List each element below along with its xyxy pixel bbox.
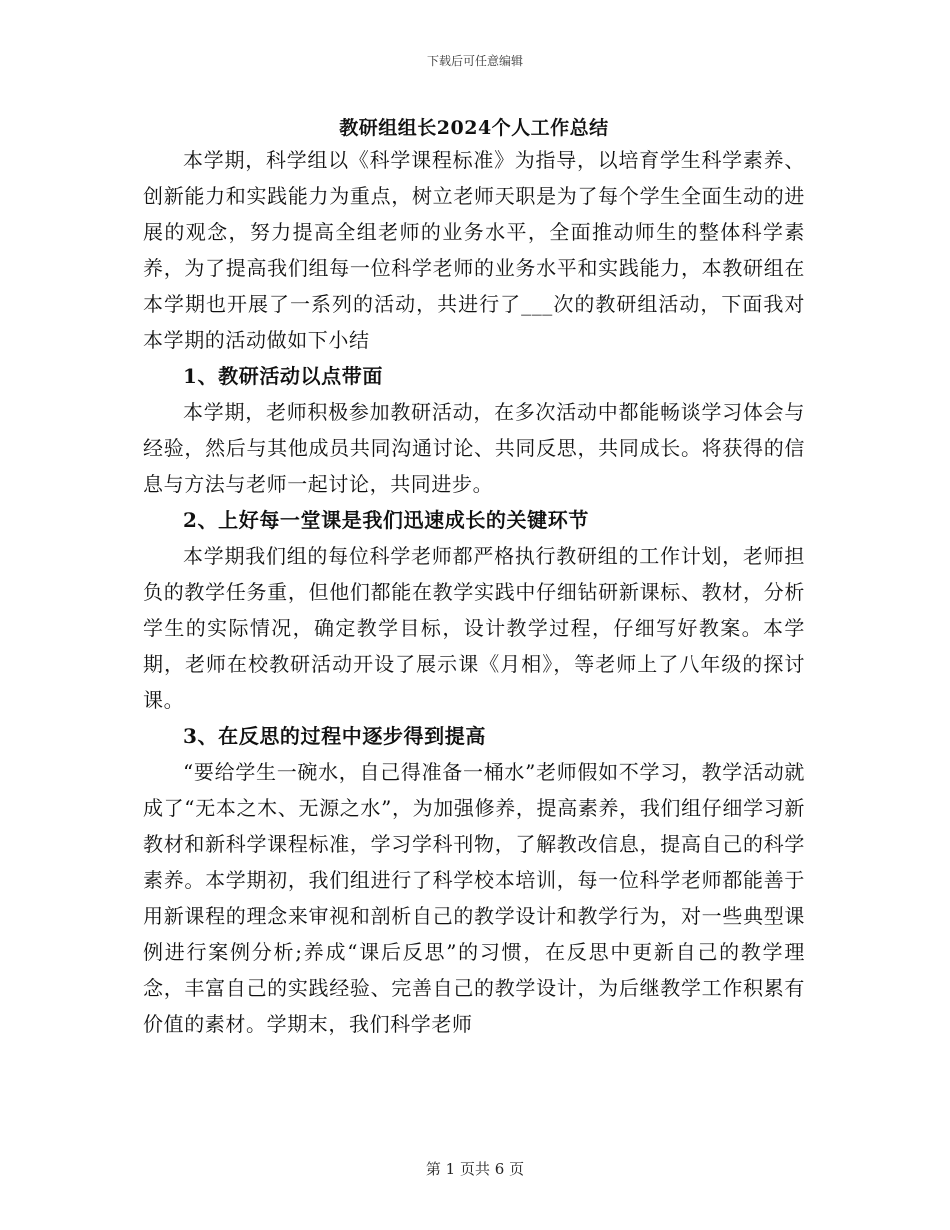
document-body — [143, 114, 805, 1042]
intro-paragraph: 本学期，科学组以《科学课程标准》为指导，以培育学生科学素养、创新能力和实践能力为重点，树立老师天职是为了每个学生全面生动的进展的观念，努力提高全组老师的业务水平，全面推动师生的整体科学素养，为了提高我们组每一位科学老师的业务水平和实践能力，本教研组在本学期也开展了一系列的活动，共进行了___次的教研组活动，下面我对本学期的活动做如下小结 — [143, 148, 805, 352]
document-title: 教研组组长2024个人工作总结 — [339, 117, 609, 139]
section-heading-1: 1、教研活动以点带面 — [183, 364, 383, 388]
section-heading-2: 2、上好每一堂课是我们迅速成长的关键环节 — [183, 508, 589, 532]
section-body-2: 本学期我们组的每位科学老师都严格执行教研组的工作计划，老师担负的教学任务重，但他们都能在教学实践中仔细钻研新课标、教材，分析学生的实际情况，确定教学目标，设计教学过程，仔细写好教案。本学期，老师在校教研活动开设了展示课《月相》，等老师上了八年级的探讨课。 — [143, 544, 805, 712]
section-heading-3: 3、在反思的过程中逐步得到提高 — [183, 724, 486, 748]
section-body-3: “要给学生一碗水，自己得准备一桶水”老师假如不学习，教学活动就成了“无本之木、无源之水”，为加强修养，提高素养，我们组仔细学习新教材和新科学课程标准，学习学科刊物，了解教改信息，提高自己的科学素养。本学期初，我们组进行了科学校本培训，每一位科学老师都能善于用新课程的理念来审视和剖析自己的教学设计和教学行为，对一些典型课例进行案例分析;养成“课后反思”的习惯，在反思中更新自己的教学理念，丰富自己的实践经验、完善自己的教学设计，为后继教学工作积累有价值的素材。学期末，我们科学老师 — [143, 760, 805, 1036]
page-header: 下载后可任意编辑 — [426, 54, 523, 68]
page-footer: 第 1 页共 6 页 — [425, 1160, 525, 1178]
section-body-1: 本学期，老师积极参加教研活动，在多次活动中都能畅谈学习体会与经验，然后与其他成员共同沟通讨论、共同反思，共同成长。将获得的信息与方法与老师一起讨论，共同进步。 — [143, 400, 805, 496]
